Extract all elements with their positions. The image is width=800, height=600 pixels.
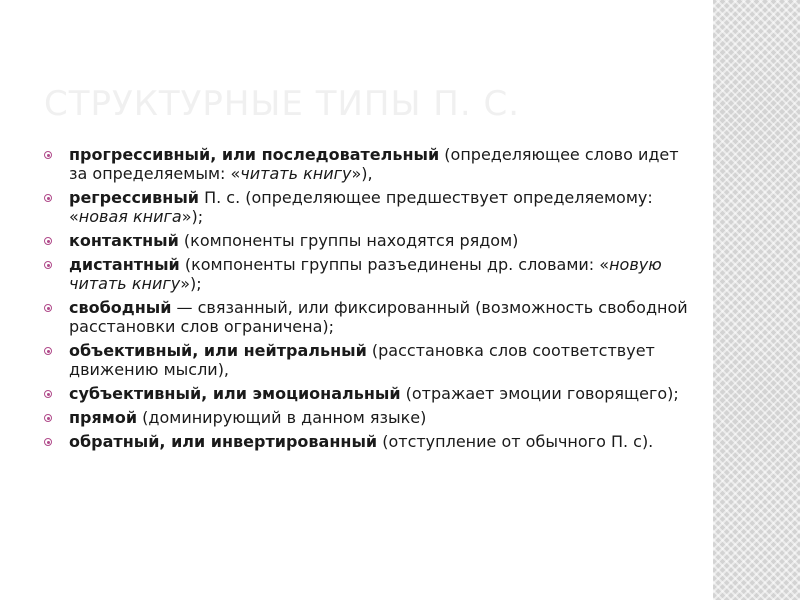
- item-term: обратный, или инвертированный: [69, 432, 378, 451]
- item-after: »);: [180, 274, 202, 293]
- item-example: новая книга: [78, 207, 182, 226]
- item-text: (компоненты группы находятся рядом): [178, 231, 519, 250]
- item-text: (определяющее слово идет за определяемым: «: [69, 145, 679, 183]
- item-text: (отступление от обычного П. с).: [377, 432, 654, 451]
- side-pattern-band: [713, 0, 800, 600]
- circled-dot-bullet-icon: [44, 414, 52, 422]
- item-after: »);: [181, 207, 204, 226]
- circled-dot-bullet-icon: [44, 390, 52, 398]
- item-example: новую читать книгу: [69, 255, 662, 293]
- item-text: (доминирующий в данном языке): [137, 408, 427, 427]
- list-item: [44, 255, 694, 293]
- item-term: объективный, или нейтральный: [69, 341, 367, 360]
- item-term: прогрессивный, или последовательный: [69, 145, 440, 164]
- circled-dot-bullet-icon: [44, 261, 52, 269]
- item-text: (отражает эмоции говорящего);: [400, 384, 679, 403]
- circled-dot-bullet-icon: [44, 438, 52, 446]
- list-item: [44, 432, 694, 451]
- circled-dot-bullet-icon: [44, 151, 52, 159]
- bullet-list: [44, 145, 694, 456]
- list-item: [44, 341, 694, 379]
- item-term: контактный: [69, 231, 179, 250]
- slide-title: СТРУКТУРНЫЕ ТИПЫ П. С.: [44, 84, 521, 124]
- circled-dot-bullet-icon: [44, 194, 52, 202]
- list-item: [44, 188, 694, 226]
- circled-dot-bullet-icon: [44, 347, 52, 355]
- list-item: [44, 384, 694, 403]
- item-text: П. с. (определяющее предшествует определяемому: «: [69, 188, 653, 226]
- item-after: »),: [351, 164, 373, 183]
- item-text: (компоненты группы разъединены др. словами: «: [179, 255, 610, 274]
- circled-dot-bullet-icon: [44, 304, 52, 312]
- item-term: прямой: [69, 408, 138, 427]
- item-term: дистантный: [69, 255, 180, 274]
- item-term: регрессивный: [69, 188, 200, 207]
- item-term: свободный: [69, 298, 172, 317]
- item-example: читать книгу: [240, 164, 352, 183]
- item-term: субъективный, или эмоциональный: [69, 384, 401, 403]
- item-text: (расстановка слов соответствует движению мысли),: [69, 341, 655, 379]
- list-item: [44, 298, 694, 336]
- circled-dot-bullet-icon: [44, 237, 52, 245]
- list-item: [44, 231, 694, 250]
- item-text: — связанный, или фиксированный (возможность свободной расстановки слов ограничена);: [69, 298, 688, 336]
- list-item: [44, 408, 694, 427]
- list-item: [44, 145, 694, 183]
